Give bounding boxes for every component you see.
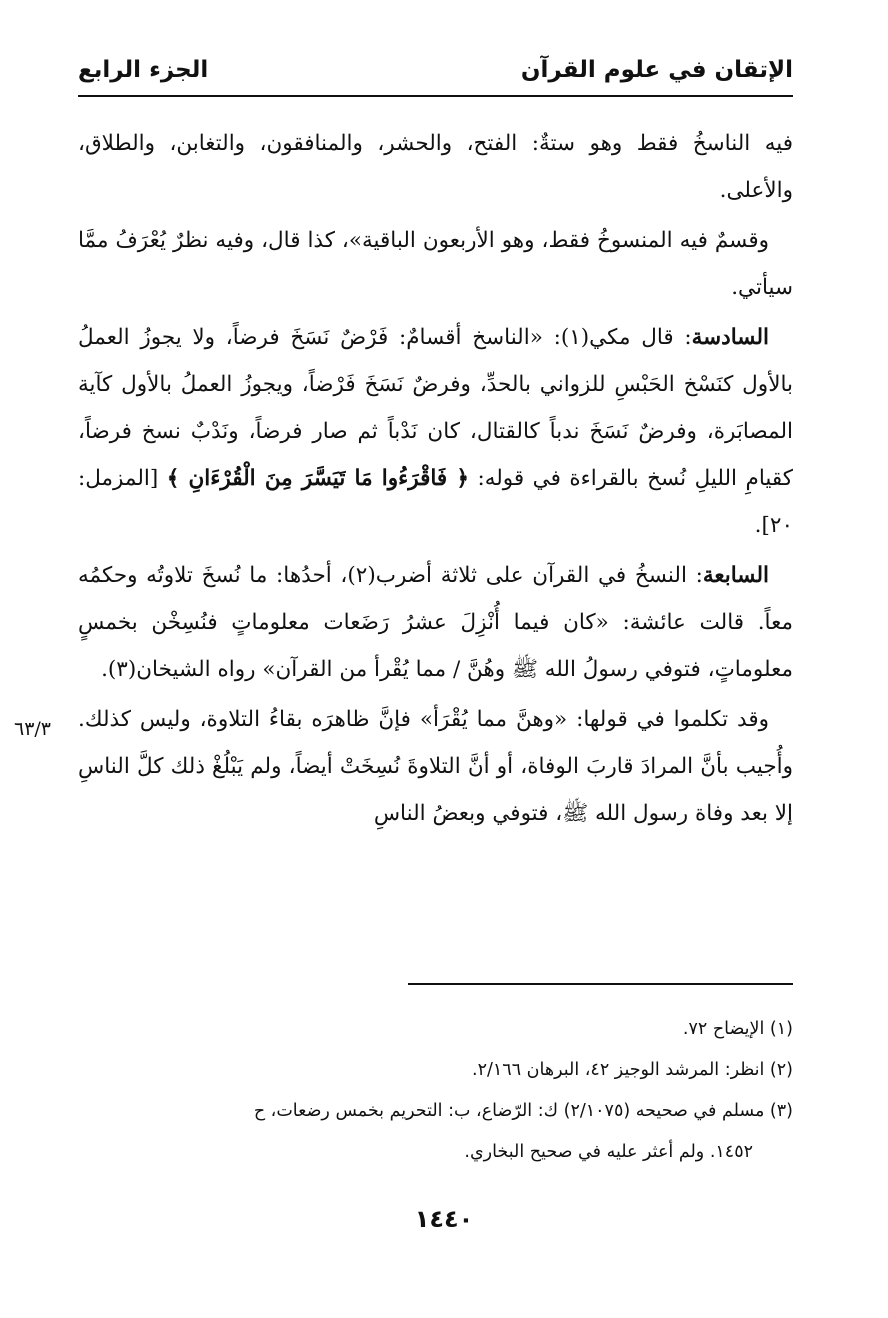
term-seventh: السابعة bbox=[702, 563, 770, 588]
volume-label: الجزء الرابع bbox=[78, 57, 209, 83]
page-break-marker: / bbox=[452, 657, 461, 682]
footnote-2: (٢) انظر: المرشد الوجيز ٤٢، البرهان ٢/١٦٦. bbox=[472, 1060, 793, 1080]
paragraph-seventh-text-b: مما يُقْرأ من القرآن» رواه الشيخان(٣). bbox=[101, 657, 447, 682]
term-sixth: السادسة bbox=[691, 325, 770, 350]
footnotes bbox=[78, 1010, 793, 1174]
footnote-divider bbox=[408, 983, 793, 985]
paragraph-1: فيه الناسخُ فقط وهو ستةٌ: الفتح، والحشر، والمنافقون، والتغابن، والطلاق، والأعلى. bbox=[78, 131, 793, 203]
paragraph-2: وقسمٌ فيه المنسوخُ فقط، وهو الأربعون الباقية»، كذا قال، وفيه نظرٌ يُعْرَفُ ممَّا سيأتي. bbox=[78, 228, 793, 300]
margin-reference: ٦٣/٣ bbox=[14, 718, 52, 740]
paragraph-seventh bbox=[78, 552, 793, 693]
footnote-3: (٣) مسلم في صحيحه (٢/١٠٧٥) ك: الرّضاع، ب: التحريم بخمس رضعات، ح bbox=[253, 1101, 793, 1121]
page-number: ١٤٤٠ bbox=[414, 1205, 474, 1233]
paragraph-seventh-text-a: : النسخُ في القرآن على ثلاثة أضرب(٢)، أحدُها: ما نُسخَ تلاوتُه وحكمُه معاً. قالت عائشة: «كان فيما أُنْزِلَ عشرُ رَضَعات معلوماتٍ فنُسِخْن بخمسٍ معلوماتٍ، فتوفي رسولُ الله ﷺ وهُنَّ bbox=[78, 563, 793, 682]
paragraph-5: وقد تكلموا في قولها: «وهنَّ مما يُقْرَأ» فإنَّ ظاهرَه بقاءُ التلاوة، وليس كذلك. وأُجيب بأنَّ المرادَ قاربَ الوفاة، أو أنَّ التلاوةَ نُسِخَتْ أيضاً، ولم يَبْلُغْ ذلك كلَّ الناسِ إلا بعد وفاة رسول الله ﷺ، فتوفي وبعضُ الناسِ bbox=[78, 707, 793, 826]
footnote-1: (١) الإيضاح ٧٢. bbox=[682, 1019, 793, 1039]
footnote-3-continued: ١٤٥٢. ولم أعثر عليه في صحيح البخاري. bbox=[464, 1142, 753, 1162]
header-divider bbox=[78, 95, 793, 97]
main-text bbox=[78, 120, 793, 840]
verse-citation: [المزمل: ٢٠]. bbox=[78, 466, 793, 538]
running-header bbox=[78, 48, 793, 92]
quran-verse: ﴿ فَاقْرَءُوا مَا تَيَسَّرَ مِنَ الْقُرْءَانِ ﴾ bbox=[166, 466, 469, 491]
paragraph-sixth-text: : قال مكي(١): «الناسخ أقسامٌ: فَرْضٌ نَسَخَ فرضاً، ولا يجوزُ العملُ بالأول كنَسْخ الحَبْسِ للزواني بالحدِّ، وفرضٌ نَسَخَ فَرْضاً، ويجوزُ العملُ بالأول كآية المصابَرة، وفرضٌ نَسَخَ ندباً كالقتال، كان نَدْباً ثم صار فرضاً، ونَدْبٌ نسخ فرضاً، كقيامِ الليلِ نُسخ بالقراءة في قوله: bbox=[78, 325, 793, 491]
paragraph-sixth bbox=[78, 314, 793, 549]
book-title: الإتقان في علوم القرآن bbox=[520, 57, 793, 83]
